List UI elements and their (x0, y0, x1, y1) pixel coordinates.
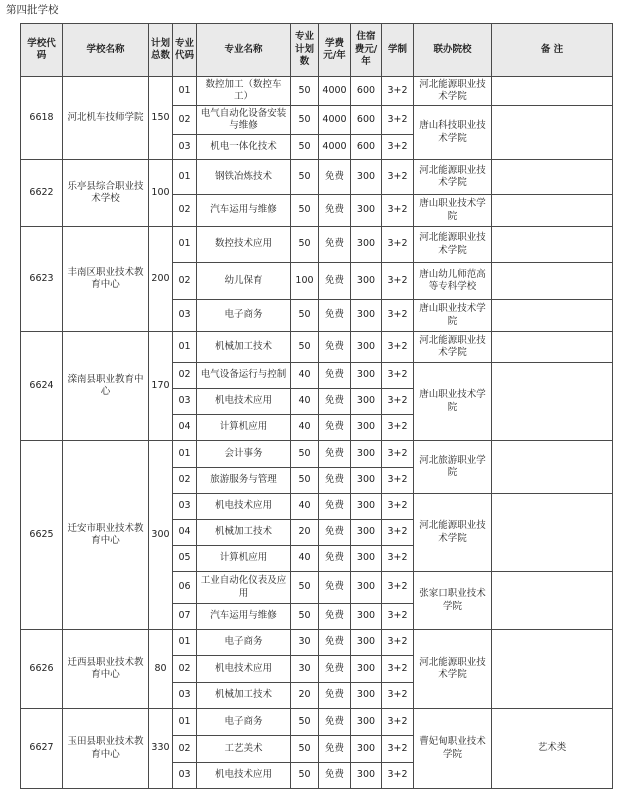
school-name-cell: 河北机车技师学院 (63, 77, 149, 160)
lodging-cell: 300 (351, 160, 382, 195)
partner-cell: 曹妃甸职业技术学院 (414, 709, 492, 789)
tuition-cell: 免费 (319, 546, 351, 572)
remark-cell (492, 332, 613, 363)
major-plan-cell: 30 (291, 630, 319, 656)
major-plan-cell: 50 (291, 441, 319, 468)
duration-cell: 3+2 (382, 763, 414, 789)
major-name-cell: 计算机应用 (197, 546, 291, 572)
tuition-cell: 免费 (319, 363, 351, 389)
major-code-cell: 01 (173, 227, 197, 263)
lodging-cell: 300 (351, 300, 382, 332)
major-plan-cell: 50 (291, 227, 319, 263)
partner-cell: 河北能源职业技术学院 (414, 630, 492, 709)
lodging-cell: 300 (351, 263, 382, 300)
tuition-cell: 免费 (319, 763, 351, 789)
duration-cell: 3+2 (382, 683, 414, 709)
duration-cell: 3+2 (382, 604, 414, 630)
lodging-cell: 600 (351, 135, 382, 160)
major-name-cell: 机械加工技术 (197, 683, 291, 709)
partner-cell: 唐山职业技术学院 (414, 195, 492, 227)
remark-cell (492, 572, 613, 630)
partner-cell: 河北能源职业技术学院 (414, 332, 492, 363)
school-code-cell: 6626 (21, 630, 63, 709)
major-plan-cell: 40 (291, 389, 319, 415)
lodging-cell: 300 (351, 332, 382, 363)
major-plan-cell: 50 (291, 195, 319, 227)
lodging-cell: 300 (351, 494, 382, 520)
enrollment-table (20, 23, 613, 789)
tuition-cell: 免费 (319, 227, 351, 263)
partner-cell: 唐山科技职业技术学院 (414, 106, 492, 160)
major-plan-cell: 100 (291, 263, 319, 300)
major-name-cell: 计算机应用 (197, 415, 291, 441)
major-code-cell: 01 (173, 160, 197, 195)
table-body (21, 77, 613, 789)
duration-cell: 3+2 (382, 389, 414, 415)
tuition-cell: 免费 (319, 736, 351, 763)
plan-total-cell: 80 (149, 630, 173, 709)
lodging-cell: 300 (351, 441, 382, 468)
tuition-cell: 免费 (319, 332, 351, 363)
duration-cell: 3+2 (382, 300, 414, 332)
tuition-cell: 免费 (319, 389, 351, 415)
lodging-cell: 300 (351, 630, 382, 656)
lodging-cell: 300 (351, 363, 382, 389)
duration-cell: 3+2 (382, 332, 414, 363)
tuition-cell: 免费 (319, 520, 351, 546)
major-code-cell: 01 (173, 630, 197, 656)
major-name-cell: 机械加工技术 (197, 332, 291, 363)
partner-cell: 唐山幼儿师范高等专科学校 (414, 263, 492, 300)
tuition-cell: 免费 (319, 494, 351, 520)
partner-cell: 张家口职业技术学院 (414, 572, 492, 630)
partner-cell: 唐山职业技术学院 (414, 363, 492, 441)
tuition-cell: 免费 (319, 160, 351, 195)
school-name-cell: 迁安市职业技术教育中心 (63, 441, 149, 630)
lodging-cell: 300 (351, 468, 382, 494)
tuition-cell: 免费 (319, 604, 351, 630)
major-code-cell: 01 (173, 77, 197, 106)
duration-cell: 3+2 (382, 227, 414, 263)
major-code-cell: 02 (173, 736, 197, 763)
lodging-cell: 300 (351, 709, 382, 736)
major-name-cell: 汽车运用与维修 (197, 195, 291, 227)
lodging-cell: 600 (351, 77, 382, 106)
tuition-cell: 免费 (319, 630, 351, 656)
duration-cell: 3+2 (382, 160, 414, 195)
partner-cell: 河北能源职业技术学院 (414, 77, 492, 106)
lodging-cell: 300 (351, 389, 382, 415)
duration-cell: 3+2 (382, 709, 414, 736)
major-code-cell: 01 (173, 709, 197, 736)
major-name-cell: 钢铁冶炼技术 (197, 160, 291, 195)
tuition-cell: 免费 (319, 195, 351, 227)
major-plan-cell: 40 (291, 494, 319, 520)
duration-cell: 3+2 (382, 520, 414, 546)
remark-cell (492, 227, 613, 263)
duration-cell: 3+2 (382, 494, 414, 520)
duration-cell: 3+2 (382, 195, 414, 227)
header-tuition: 学费元/年 (319, 24, 351, 77)
major-plan-cell: 40 (291, 546, 319, 572)
remark-cell (492, 300, 613, 332)
major-plan-cell: 50 (291, 604, 319, 630)
duration-cell: 3+2 (382, 546, 414, 572)
school-code-cell: 6623 (21, 227, 63, 332)
partner-cell: 唐山职业技术学院 (414, 300, 492, 332)
major-plan-cell: 30 (291, 656, 319, 683)
major-code-cell: 07 (173, 604, 197, 630)
duration-cell: 3+2 (382, 363, 414, 389)
major-plan-cell: 50 (291, 736, 319, 763)
major-name-cell: 工艺美术 (197, 736, 291, 763)
table-row (21, 160, 613, 195)
tuition-cell: 4000 (319, 106, 351, 135)
lodging-cell: 300 (351, 227, 382, 263)
major-plan-cell: 50 (291, 709, 319, 736)
major-name-cell: 数控加工（数控车工） (197, 77, 291, 106)
major-plan-cell: 50 (291, 300, 319, 332)
major-code-cell: 03 (173, 683, 197, 709)
major-name-cell: 电子商务 (197, 709, 291, 736)
remark-cell (492, 263, 613, 300)
major-code-cell: 02 (173, 106, 197, 135)
lodging-cell: 600 (351, 106, 382, 135)
lodging-cell: 300 (351, 736, 382, 763)
tuition-cell: 免费 (319, 656, 351, 683)
major-name-cell: 机电技术应用 (197, 389, 291, 415)
major-name-cell: 机电技术应用 (197, 763, 291, 789)
major-plan-cell: 50 (291, 135, 319, 160)
duration-cell: 3+2 (382, 572, 414, 604)
major-code-cell: 04 (173, 520, 197, 546)
school-code-cell: 6618 (21, 77, 63, 160)
duration-cell: 3+2 (382, 77, 414, 106)
major-name-cell: 旅游服务与管理 (197, 468, 291, 494)
tuition-cell: 免费 (319, 263, 351, 300)
major-code-cell: 02 (173, 363, 197, 389)
plan-total-cell: 100 (149, 160, 173, 227)
school-code-cell: 6627 (21, 709, 63, 789)
major-code-cell: 03 (173, 494, 197, 520)
lodging-cell: 300 (351, 520, 382, 546)
tuition-cell: 免费 (319, 683, 351, 709)
major-plan-cell: 50 (291, 77, 319, 106)
major-code-cell: 02 (173, 656, 197, 683)
major-name-cell: 会计事务 (197, 441, 291, 468)
duration-cell: 3+2 (382, 106, 414, 135)
remark-cell (492, 441, 613, 494)
school-name-cell: 滦南县职业教育中心 (63, 332, 149, 441)
duration-cell: 3+2 (382, 135, 414, 160)
major-name-cell: 幼儿保育 (197, 263, 291, 300)
table-row (21, 332, 613, 363)
major-code-cell: 06 (173, 572, 197, 604)
major-name-cell: 机电技术应用 (197, 656, 291, 683)
major-plan-cell: 50 (291, 572, 319, 604)
major-code-cell: 02 (173, 195, 197, 227)
lodging-cell: 300 (351, 195, 382, 227)
remark-cell (492, 363, 613, 441)
header-major-code: 专业代码 (173, 24, 197, 77)
lodging-cell: 300 (351, 763, 382, 789)
remark-cell: 艺术类 (492, 709, 613, 789)
major-plan-cell: 40 (291, 415, 319, 441)
lodging-cell: 300 (351, 604, 382, 630)
remark-cell (492, 106, 613, 160)
school-code-cell: 6625 (21, 441, 63, 630)
major-name-cell: 电气设备运行与控制 (197, 363, 291, 389)
major-name-cell: 电子商务 (197, 300, 291, 332)
duration-cell: 3+2 (382, 468, 414, 494)
duration-cell: 3+2 (382, 415, 414, 441)
header-partner: 联办院校 (414, 24, 492, 77)
tuition-cell: 免费 (319, 468, 351, 494)
header-school-code: 学校代码 (21, 24, 63, 77)
major-name-cell: 工业自动化仪表及应用 (197, 572, 291, 604)
tuition-cell: 免费 (319, 572, 351, 604)
lodging-cell: 300 (351, 546, 382, 572)
major-plan-cell: 20 (291, 520, 319, 546)
major-plan-cell: 50 (291, 106, 319, 135)
major-code-cell: 01 (173, 441, 197, 468)
major-code-cell: 03 (173, 389, 197, 415)
tuition-cell: 4000 (319, 135, 351, 160)
school-name-cell: 迁西县职业技术教育中心 (63, 630, 149, 709)
lodging-cell: 300 (351, 656, 382, 683)
major-plan-cell: 50 (291, 468, 319, 494)
major-plan-cell: 50 (291, 160, 319, 195)
header-major-name: 专业名称 (197, 24, 291, 77)
page-caption: 第四批学校 (6, 4, 59, 16)
duration-cell: 3+2 (382, 736, 414, 763)
partner-cell: 河北能源职业技术学院 (414, 160, 492, 195)
plan-total-cell: 330 (149, 709, 173, 789)
duration-cell: 3+2 (382, 656, 414, 683)
plan-total-cell: 170 (149, 332, 173, 441)
tuition-cell: 免费 (319, 415, 351, 441)
header-school-name: 学校名称 (63, 24, 149, 77)
major-name-cell: 机械加工技术 (197, 520, 291, 546)
major-name-cell: 电子商务 (197, 630, 291, 656)
lodging-cell: 300 (351, 683, 382, 709)
major-plan-cell: 50 (291, 332, 319, 363)
school-name-cell: 玉田县职业技术教育中心 (63, 709, 149, 789)
lodging-cell: 300 (351, 572, 382, 604)
remark-cell (492, 195, 613, 227)
major-code-cell: 05 (173, 546, 197, 572)
header-major-plan: 专业计划数 (291, 24, 319, 77)
major-code-cell: 02 (173, 468, 197, 494)
major-code-cell: 03 (173, 135, 197, 160)
major-code-cell: 04 (173, 415, 197, 441)
duration-cell: 3+2 (382, 263, 414, 300)
duration-cell: 3+2 (382, 630, 414, 656)
remark-cell (492, 160, 613, 195)
school-name-cell: 乐亭县综合职业技术学校 (63, 160, 149, 227)
tuition-cell: 免费 (319, 300, 351, 332)
tuition-cell: 4000 (319, 77, 351, 106)
plan-total-cell: 200 (149, 227, 173, 332)
header-lodging: 住宿费元/年 (351, 24, 382, 77)
lodging-cell: 300 (351, 415, 382, 441)
remark-cell (492, 494, 613, 572)
major-name-cell: 电气自动化设备安装与维修 (197, 106, 291, 135)
table-row (21, 227, 613, 263)
major-name-cell: 汽车运用与维修 (197, 604, 291, 630)
plan-total-cell: 300 (149, 441, 173, 630)
partner-cell: 河北能源职业技术学院 (414, 227, 492, 263)
table-row (21, 441, 613, 468)
tuition-cell: 免费 (319, 441, 351, 468)
header-duration: 学制 (382, 24, 414, 77)
major-name-cell: 机电一体化技术 (197, 135, 291, 160)
table-row (21, 77, 613, 106)
major-plan-cell: 40 (291, 363, 319, 389)
major-plan-cell: 50 (291, 763, 319, 789)
table-header (21, 24, 613, 77)
table-row (21, 630, 613, 656)
major-code-cell: 03 (173, 763, 197, 789)
major-plan-cell: 20 (291, 683, 319, 709)
major-name-cell: 机电技术应用 (197, 494, 291, 520)
remark-cell (492, 630, 613, 709)
partner-cell: 河北能源职业技术学院 (414, 494, 492, 572)
major-code-cell: 01 (173, 332, 197, 363)
partner-cell: 河北旅游职业学院 (414, 441, 492, 494)
school-code-cell: 6624 (21, 332, 63, 441)
major-name-cell: 数控技术应用 (197, 227, 291, 263)
tuition-cell: 免费 (319, 709, 351, 736)
header-plan-total: 计划总数 (149, 24, 173, 77)
duration-cell: 3+2 (382, 441, 414, 468)
remark-cell (492, 77, 613, 106)
header-remark: 备 注 (492, 24, 613, 77)
school-code-cell: 6622 (21, 160, 63, 227)
school-name-cell: 丰南区职业技术教育中心 (63, 227, 149, 332)
table-row (21, 709, 613, 736)
major-code-cell: 03 (173, 300, 197, 332)
plan-total-cell: 150 (149, 77, 173, 160)
major-code-cell: 02 (173, 263, 197, 300)
